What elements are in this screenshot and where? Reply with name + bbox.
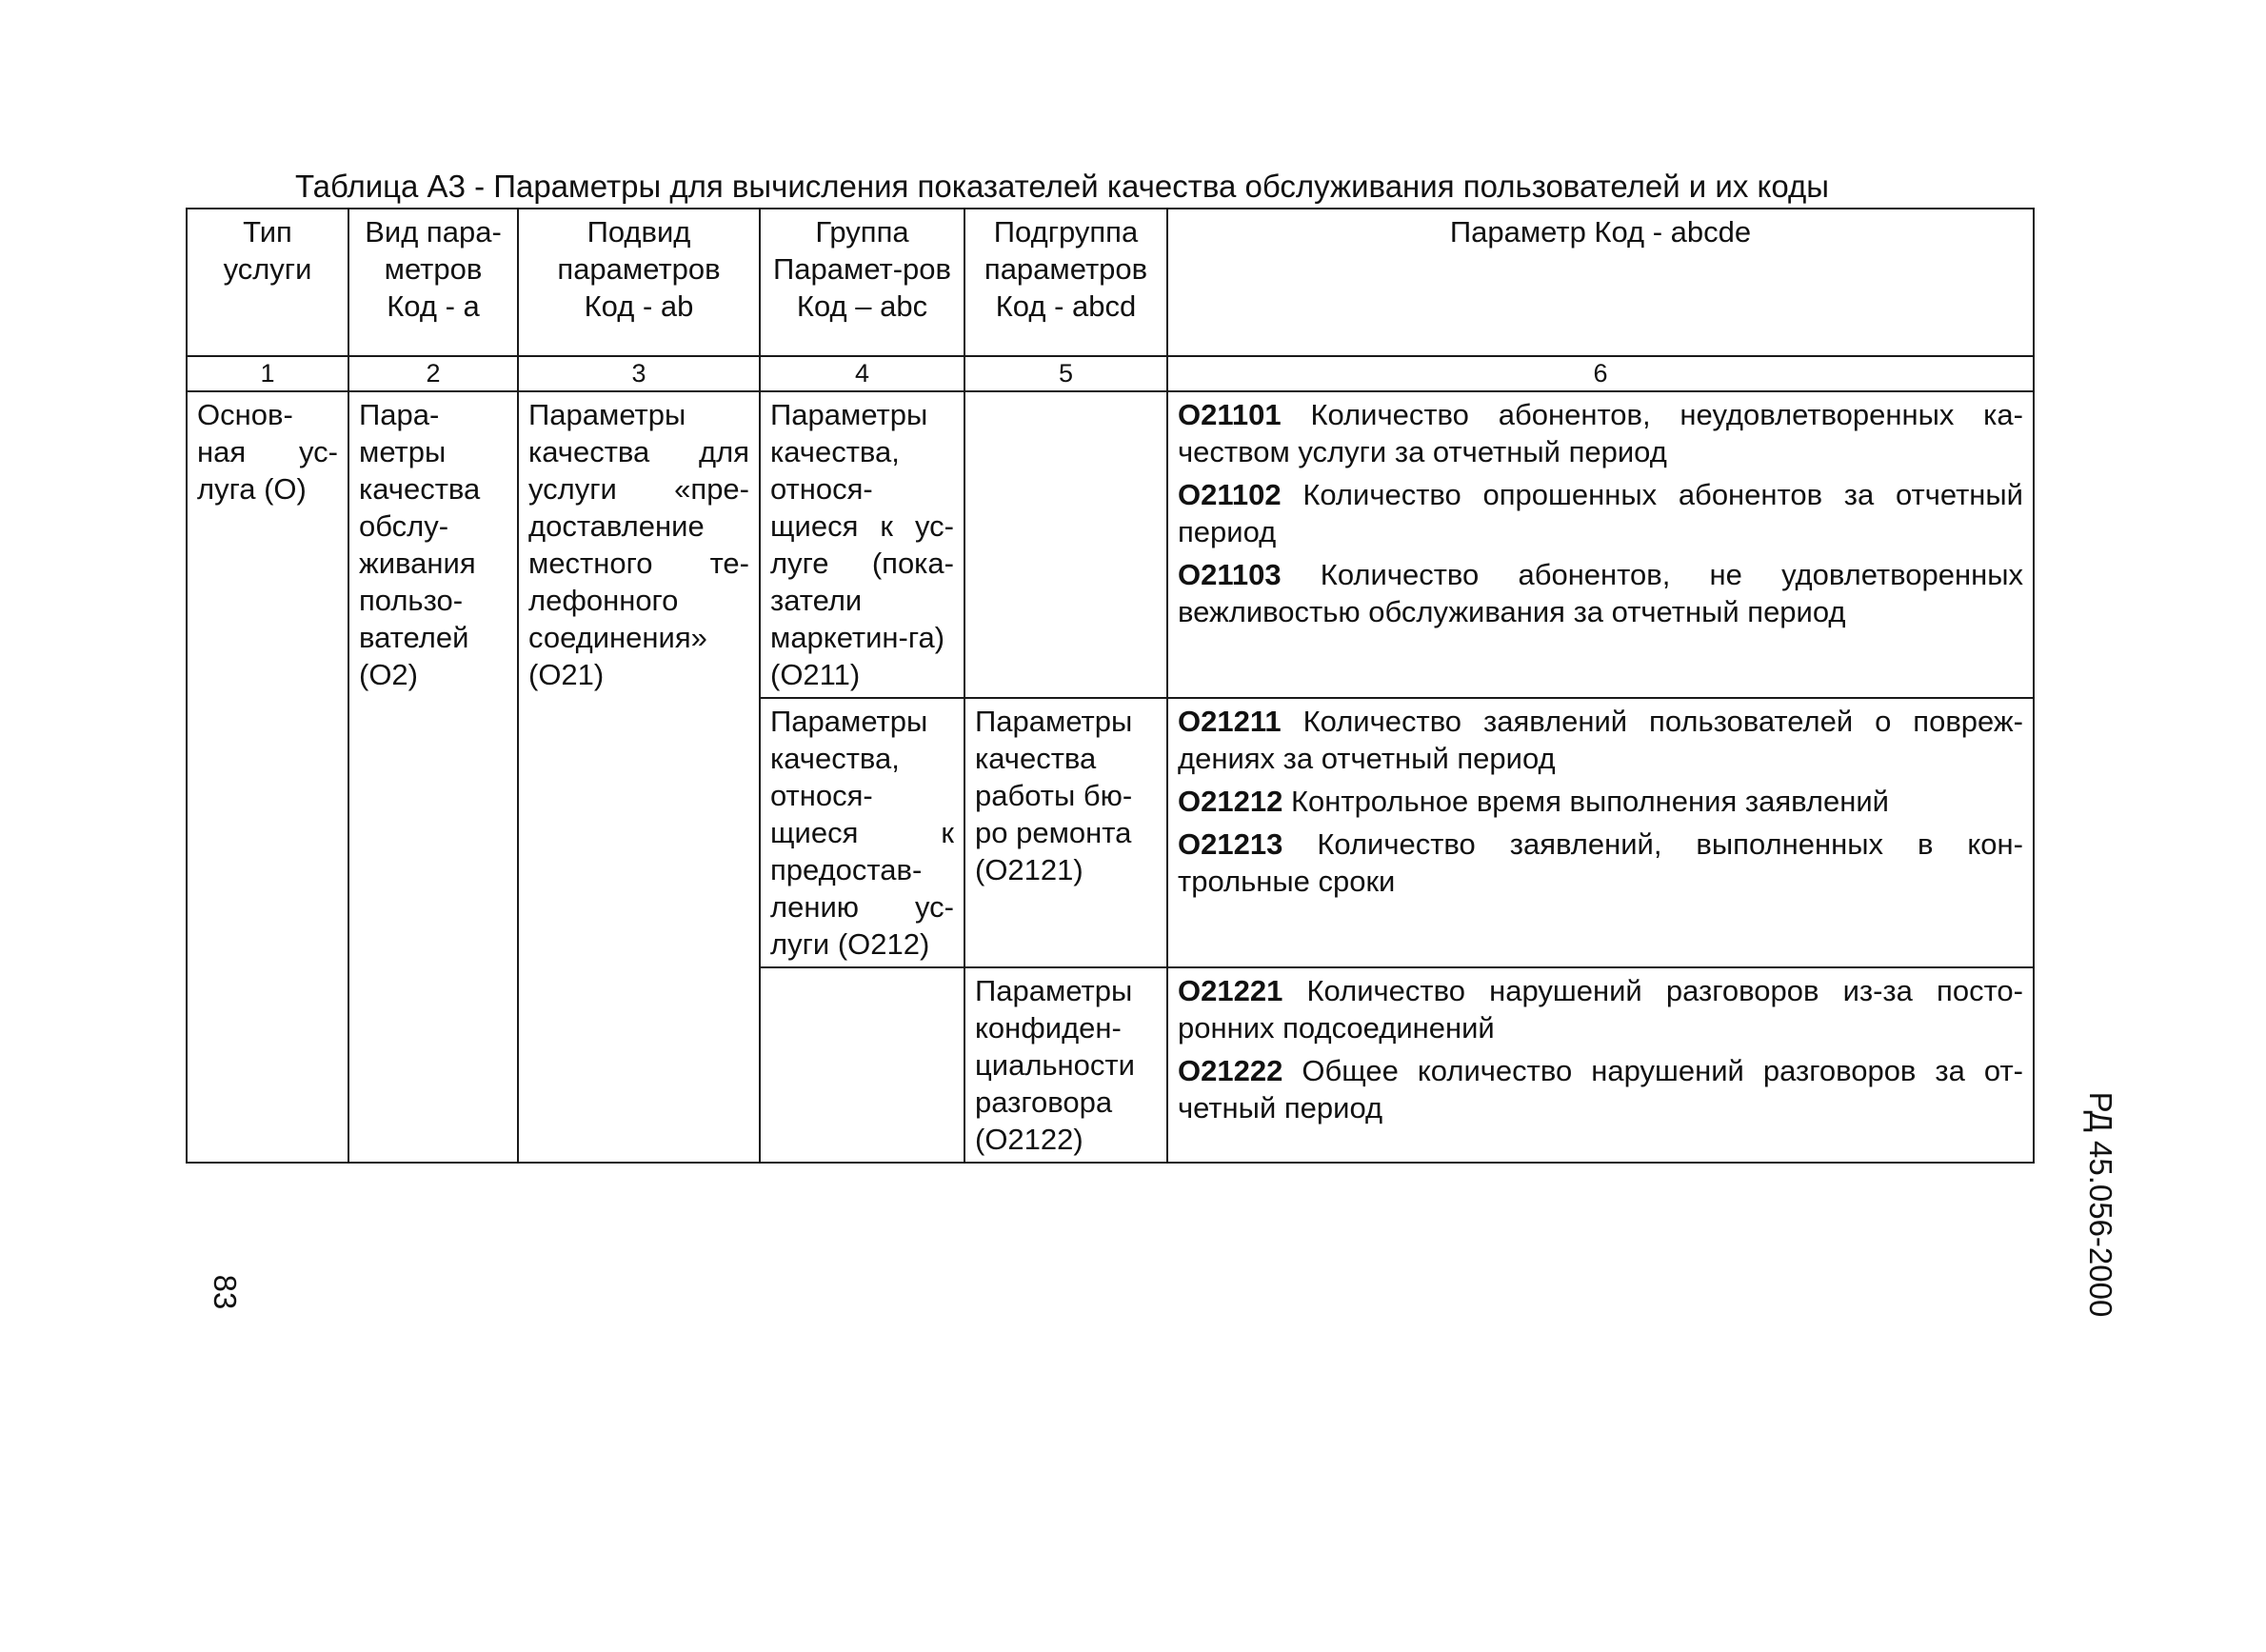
service-type-cell: Основ-ная ус-луга (О) (187, 391, 348, 1163)
parameter-code: О21222 (1178, 1054, 1283, 1087)
parameter-entry (1178, 556, 2023, 630)
parameter-entry (1178, 1052, 2023, 1126)
parameter-cell (1167, 698, 2034, 967)
parameters-table (186, 208, 2035, 1164)
parameter-code: О21103 (1178, 558, 1282, 591)
parameter-code: О21221 (1178, 974, 1283, 1007)
parameter-text: Контрольное время выполнения заявлений (1290, 785, 1889, 818)
param-subkind-cell: Параметры качества для услуги «пре-доставление местного те-лефонного соединения» (О21) (518, 391, 760, 1163)
column-number: 1 (187, 356, 348, 391)
parameter-code: О21213 (1178, 827, 1283, 861)
header-group: Группа Парамет-ров Код – abc (760, 209, 964, 356)
parameter-entry (1178, 703, 2023, 777)
parameter-text: Количество заявлений, выполненных в кон-трольные сроки (1178, 827, 2023, 898)
column-number: 6 (1167, 356, 2034, 391)
parameter-entry (1178, 783, 2023, 820)
parameter-entry (1178, 396, 2023, 470)
group-cell: Параметры качества, относя-щиеся к предостав-лению ус-луги (О212) (760, 698, 964, 967)
header-parameter: Параметр Код - abcde (1167, 209, 2034, 356)
header-row (187, 209, 2034, 356)
parameter-code: О21211 (1178, 705, 1282, 738)
header-param-kind: Вид пара-метров Код - a (348, 209, 518, 356)
parameter-entry (1178, 476, 2023, 550)
parameter-entry (1178, 972, 2023, 1046)
parameter-code: О21102 (1178, 478, 1282, 511)
table-caption: Таблица А3 - Параметры для вычисления показателей качества обслуживания пользователей и их коды (295, 169, 1829, 204)
subgroup-cell (964, 391, 1167, 698)
subgroup-cell: Параметры конфиден-циальности разговора (О2122) (964, 967, 1167, 1163)
param-kind-cell: Пара-метры качества обслу-живания пользо-вателей (О2) (348, 391, 518, 1163)
table-row (187, 391, 2034, 698)
column-number: 3 (518, 356, 760, 391)
column-number-row (187, 356, 2034, 391)
parameter-text: Количество опрошенных абонентов за отчетный период (1178, 478, 2023, 548)
parameter-code: О21212 (1178, 785, 1283, 818)
header-param-subkind: Подвид параметров Код - ab (518, 209, 760, 356)
document-code-label: РД 45.056-2000 (2083, 1091, 2118, 1318)
group-cell: Параметры качества, относя-щиеся к ус-луге (пока-затели маркетин-га) (О211) (760, 391, 964, 698)
column-number: 5 (964, 356, 1167, 391)
header-subgroup: Подгруппа параметров Код - abcd (964, 209, 1167, 356)
header-service-type: Тип услуги (187, 209, 348, 356)
parameter-cell (1167, 967, 2034, 1163)
column-number: 2 (348, 356, 518, 391)
parameter-text: Количество нарушений разговоров из-за посто-ронних подсоединений (1178, 974, 2023, 1045)
parameter-text: Количество абонентов, неудовлетворенных ка-чеством услуги за отчетный период (1178, 398, 2023, 468)
parameter-code: О21101 (1178, 398, 1282, 431)
parameter-cell (1167, 391, 2034, 698)
page-number: 83 (208, 1274, 243, 1310)
parameter-text: Общее количество нарушений разговоров за от-четный период (1178, 1054, 2023, 1125)
subgroup-cell: Параметры качества работы бю-ро ремонта (О2121) (964, 698, 1167, 967)
parameter-text: Количество заявлений пользователей о повреж-дениях за отчетный период (1178, 705, 2023, 775)
parameter-text: Количество абонентов, не удовлетворенных вежливостью обслуживания за отчетный период (1178, 558, 2023, 628)
column-number: 4 (760, 356, 964, 391)
group-cell (760, 967, 964, 1163)
parameter-entry (1178, 826, 2023, 900)
